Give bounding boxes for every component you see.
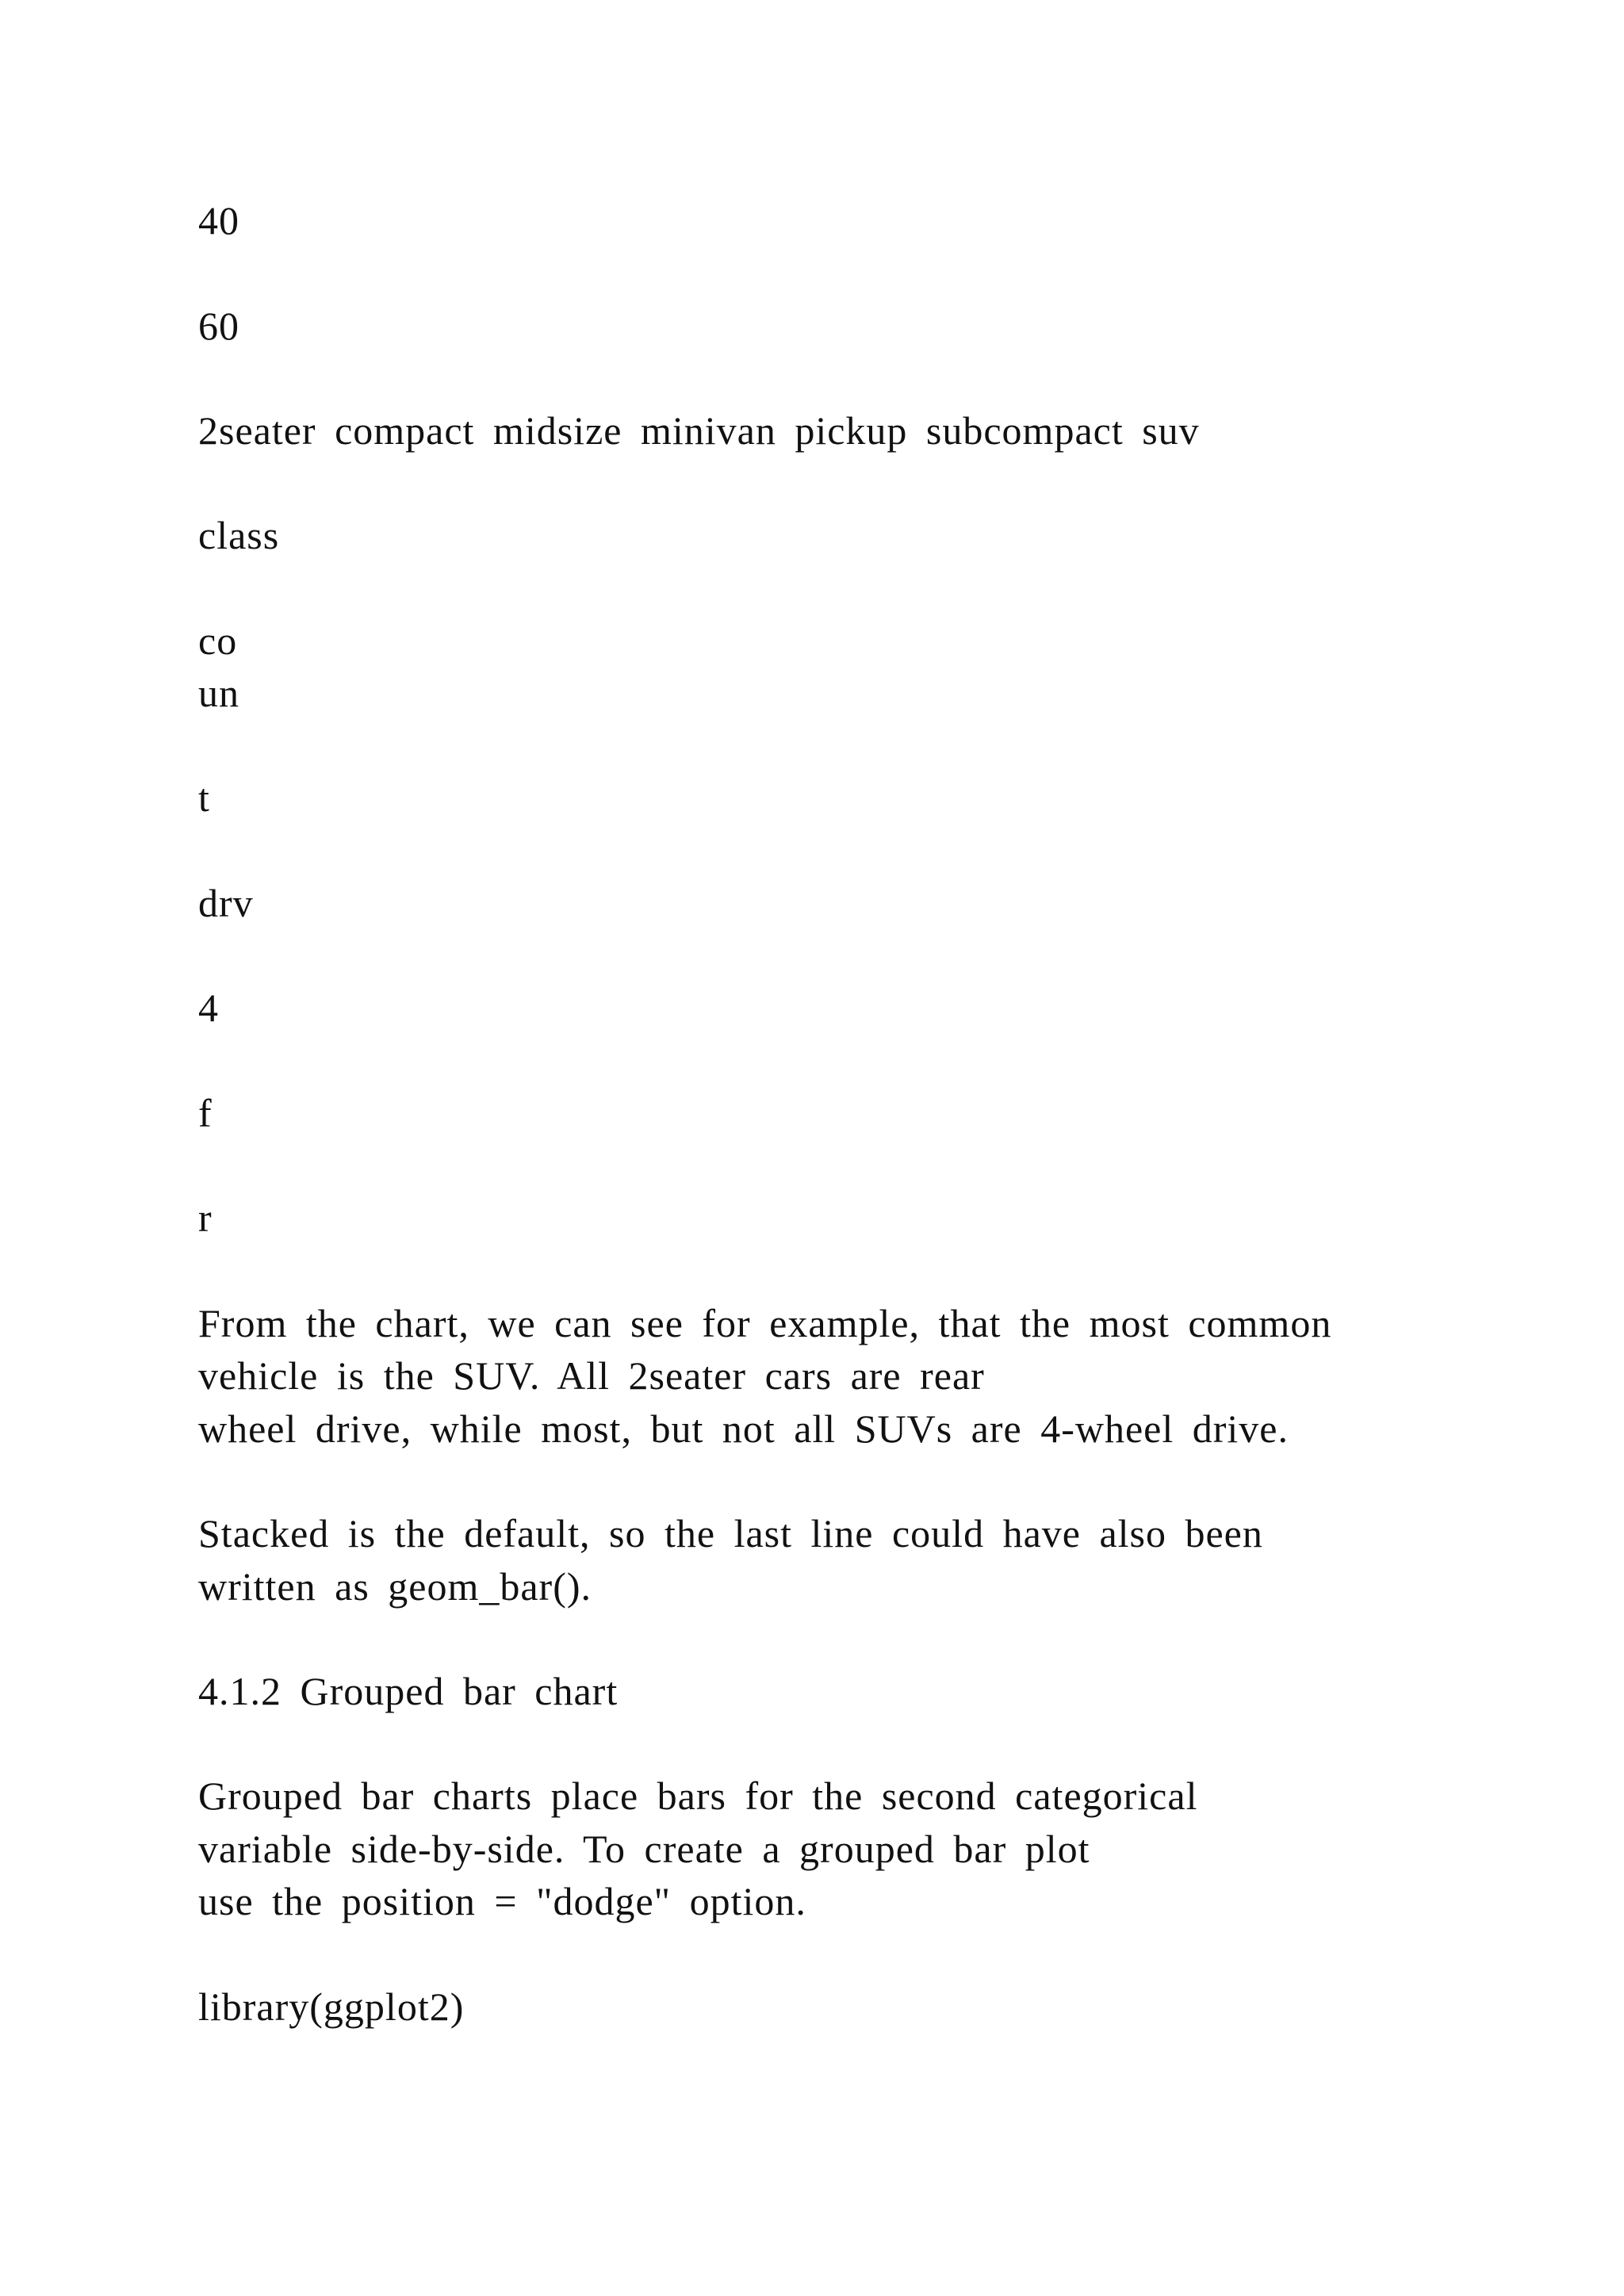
legend-item-f: f [198, 1091, 213, 1135]
paragraph-2-line-1: Stacked is the default, so the last line could have also been [198, 1511, 1263, 1556]
y-axis-label-part2: un [198, 671, 239, 715]
legend-item-4: 4 [198, 985, 219, 1030]
paragraph-2-line-2: written as geom_bar(). [198, 1564, 592, 1609]
y-axis-label-part3: t [198, 775, 210, 820]
paragraph-1-line-3: wheel drive, while most, but not all SUVs are 4-wheel drive. [198, 1406, 1289, 1451]
legend-item-r: r [198, 1196, 213, 1240]
axis-tick-60: 60 [198, 304, 239, 348]
paragraph-3-line-2: variable side-by-side. To create a grouped bar plot [198, 1827, 1090, 1871]
x-axis-categories: 2seater compact midsize minivan pickup subcompact suv [198, 408, 1200, 453]
code-library-line: library(ggplot2) [198, 1984, 465, 2029]
y-axis-label-part1: co [198, 618, 238, 663]
x-axis-label: class [198, 513, 280, 557]
legend-title: drv [198, 881, 254, 925]
paragraph-1-line-1: From the chart, we can see for example, that the most common [198, 1301, 1332, 1345]
paragraph-3-line-1: Grouped bar charts place bars for the second categorical [198, 1774, 1198, 1818]
paragraph-1-line-2: vehicle is the SUV. All 2seater cars are rear [198, 1353, 985, 1398]
section-heading: 4.1.2 Grouped bar chart [198, 1669, 619, 1713]
paragraph-3-line-3: use the position = "dodge" option. [198, 1879, 806, 1923]
axis-tick-40: 40 [198, 198, 239, 243]
